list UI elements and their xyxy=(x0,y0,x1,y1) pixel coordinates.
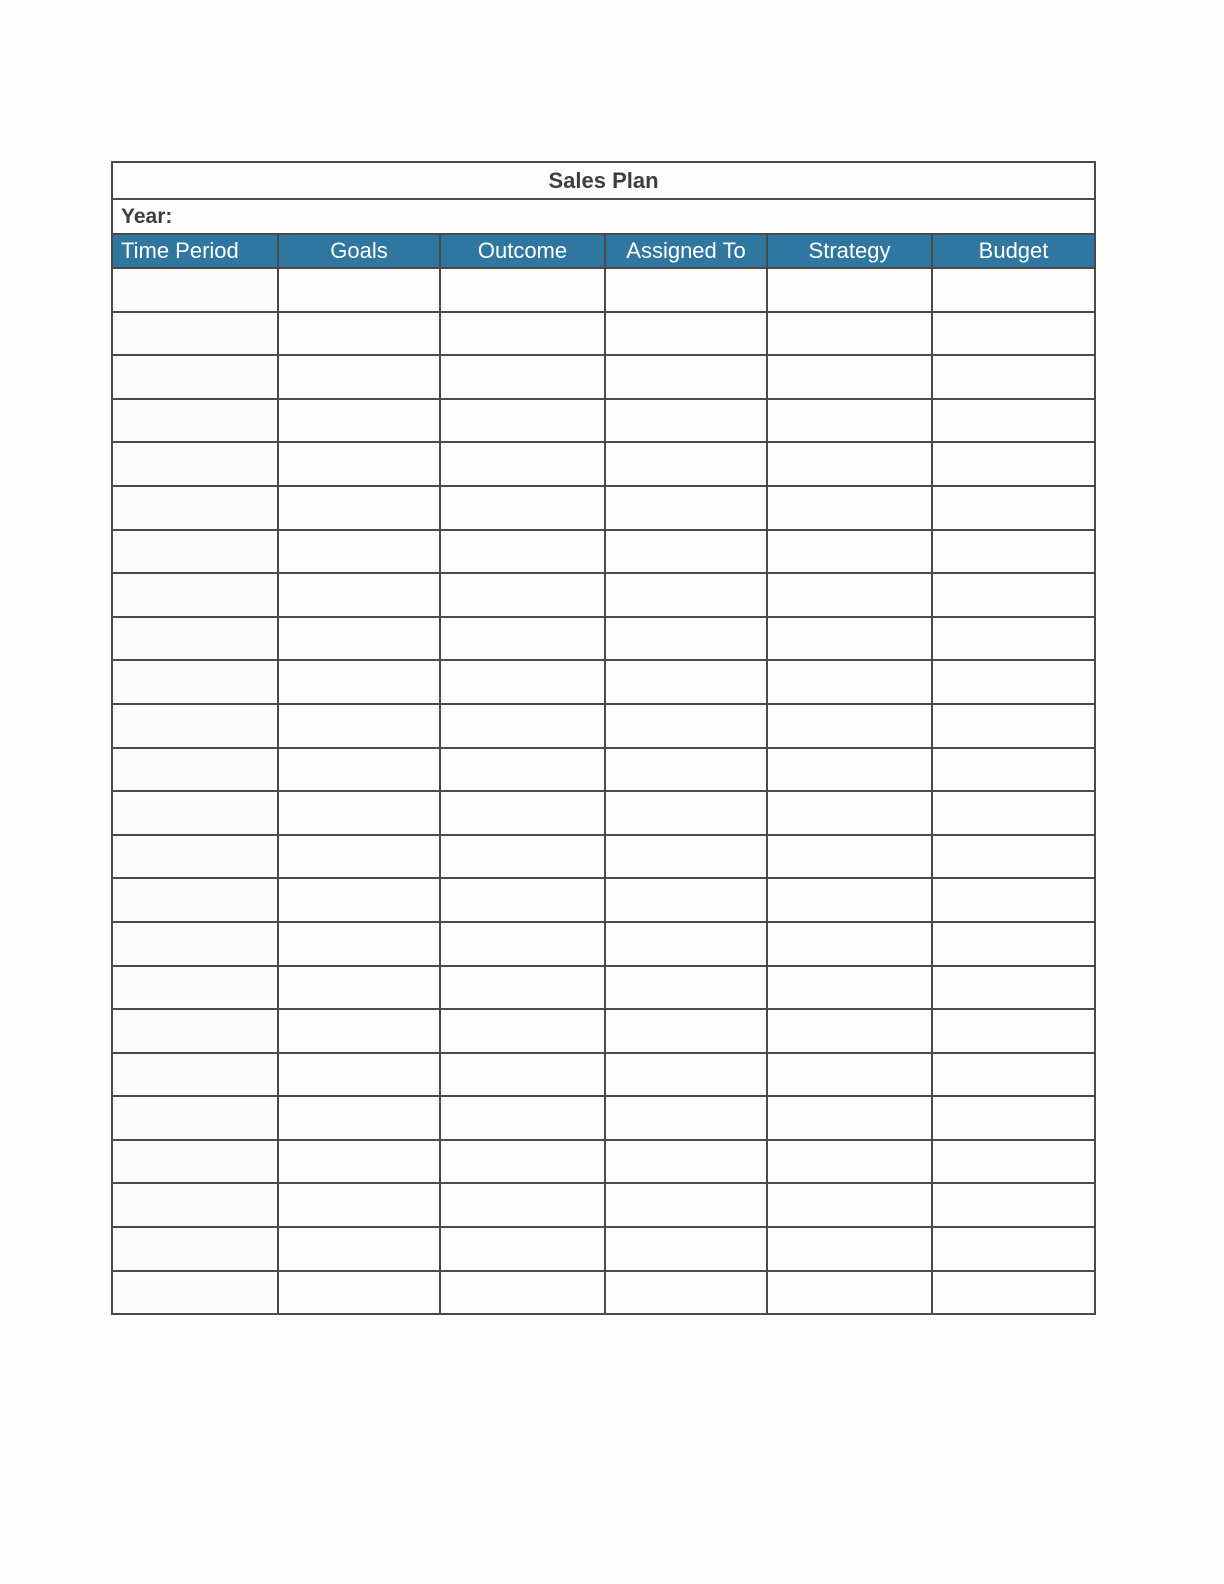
table-cell[interactable] xyxy=(932,748,1095,792)
table-cell[interactable] xyxy=(278,1096,440,1140)
table-cell[interactable] xyxy=(278,617,440,661)
table-cell[interactable] xyxy=(278,355,440,399)
table-cell[interactable] xyxy=(278,486,440,530)
table-cell[interactable] xyxy=(767,660,932,704)
table-cell[interactable] xyxy=(932,399,1095,443)
table-cell[interactable] xyxy=(605,1227,767,1271)
table-cell[interactable] xyxy=(440,486,605,530)
table-cell[interactable] xyxy=(278,530,440,574)
table-cell[interactable] xyxy=(767,355,932,399)
table-cell[interactable] xyxy=(767,1140,932,1184)
table-cell[interactable] xyxy=(767,1183,932,1227)
table-cell[interactable] xyxy=(112,312,278,356)
table-row xyxy=(112,1053,1095,1097)
table-cell[interactable] xyxy=(112,791,278,835)
column-header-budget: Budget xyxy=(932,234,1095,268)
table-row xyxy=(112,530,1095,574)
sales-plan-table xyxy=(111,161,1096,1315)
table-cell[interactable] xyxy=(112,268,278,312)
table-cell[interactable] xyxy=(932,878,1095,922)
table-cell[interactable] xyxy=(767,399,932,443)
table-cell[interactable] xyxy=(932,1227,1095,1271)
table-row xyxy=(112,835,1095,879)
table-cell[interactable] xyxy=(605,878,767,922)
table-cell[interactable] xyxy=(932,355,1095,399)
table-cell[interactable] xyxy=(278,312,440,356)
table-cell[interactable] xyxy=(767,922,932,966)
table-cell[interactable] xyxy=(278,835,440,879)
table-cell[interactable] xyxy=(278,922,440,966)
table-cell[interactable] xyxy=(605,1096,767,1140)
column-header-goals: Goals xyxy=(278,234,440,268)
table-cell[interactable] xyxy=(932,1053,1095,1097)
table-cell[interactable] xyxy=(767,1009,932,1053)
table-cell[interactable] xyxy=(767,1227,932,1271)
table-cell[interactable] xyxy=(112,486,278,530)
table-cell[interactable] xyxy=(112,530,278,574)
column-header-outcome: Outcome xyxy=(440,234,605,268)
table-cell[interactable] xyxy=(932,835,1095,879)
table-cell[interactable] xyxy=(605,922,767,966)
table-cell[interactable] xyxy=(440,1183,605,1227)
table-cell[interactable] xyxy=(932,791,1095,835)
table-cell[interactable] xyxy=(440,442,605,486)
table-row xyxy=(112,312,1095,356)
table-cell[interactable] xyxy=(440,1227,605,1271)
table-cell[interactable] xyxy=(932,966,1095,1010)
table-cell[interactable] xyxy=(440,399,605,443)
table-cell[interactable] xyxy=(767,1271,932,1315)
table-cell[interactable] xyxy=(605,312,767,356)
table-cell[interactable] xyxy=(112,878,278,922)
table-cell[interactable] xyxy=(278,442,440,486)
column-header-assigned-to: Assigned To xyxy=(605,234,767,268)
table-cell[interactable] xyxy=(112,922,278,966)
table-cell[interactable] xyxy=(605,573,767,617)
table-cell[interactable] xyxy=(605,617,767,661)
table-cell[interactable] xyxy=(767,966,932,1010)
column-header-time-period: Time Period xyxy=(112,234,278,268)
table-cell[interactable] xyxy=(278,268,440,312)
table-row xyxy=(112,1096,1095,1140)
table-cell[interactable] xyxy=(932,617,1095,661)
table-row xyxy=(112,1271,1095,1315)
table-row xyxy=(112,573,1095,617)
table-cell[interactable] xyxy=(767,573,932,617)
table-cell[interactable] xyxy=(112,1271,278,1315)
table-cell[interactable] xyxy=(440,268,605,312)
table-cell[interactable] xyxy=(440,704,605,748)
table-cell[interactable] xyxy=(278,748,440,792)
table-cell[interactable] xyxy=(932,573,1095,617)
table-cell[interactable] xyxy=(278,1183,440,1227)
table-cell[interactable] xyxy=(112,1053,278,1097)
table-cell[interactable] xyxy=(112,1183,278,1227)
table-cell[interactable] xyxy=(112,660,278,704)
table-cell[interactable] xyxy=(605,1053,767,1097)
table-row xyxy=(112,1227,1095,1271)
table-cell[interactable] xyxy=(440,355,605,399)
table-row xyxy=(112,399,1095,443)
table-cell[interactable] xyxy=(932,442,1095,486)
table-cell[interactable] xyxy=(112,1140,278,1184)
table-row xyxy=(112,704,1095,748)
table-cell[interactable] xyxy=(932,1271,1095,1315)
table-cell[interactable] xyxy=(440,1009,605,1053)
table-cell[interactable] xyxy=(112,442,278,486)
table-cell[interactable] xyxy=(767,704,932,748)
table-cell[interactable] xyxy=(112,966,278,1010)
table-cell[interactable] xyxy=(767,530,932,574)
table-cell[interactable] xyxy=(605,355,767,399)
table-row xyxy=(112,617,1095,661)
table-cell[interactable] xyxy=(440,1271,605,1315)
table-cell[interactable] xyxy=(605,530,767,574)
table-cell[interactable] xyxy=(605,1009,767,1053)
table-cell[interactable] xyxy=(278,1009,440,1053)
table-cell[interactable] xyxy=(932,486,1095,530)
table-row xyxy=(112,1009,1095,1053)
table-cell[interactable] xyxy=(112,835,278,879)
table-cell[interactable] xyxy=(112,399,278,443)
table-cell[interactable] xyxy=(932,1096,1095,1140)
table-row xyxy=(112,791,1095,835)
table-cell[interactable] xyxy=(767,312,932,356)
table-cell[interactable] xyxy=(605,791,767,835)
page-title: Sales Plan xyxy=(112,162,1095,199)
table-cell[interactable] xyxy=(605,268,767,312)
table-cell[interactable] xyxy=(605,399,767,443)
table-cell[interactable] xyxy=(440,1053,605,1097)
table-cell[interactable] xyxy=(605,1271,767,1315)
table-cell[interactable] xyxy=(932,530,1095,574)
table-cell[interactable] xyxy=(932,1009,1095,1053)
table-cell[interactable] xyxy=(932,660,1095,704)
table-cell[interactable] xyxy=(440,617,605,661)
year-field[interactable]: Year: xyxy=(112,199,1095,234)
column-header-row xyxy=(112,234,1095,268)
table-cell[interactable] xyxy=(278,1271,440,1315)
table-row xyxy=(112,1140,1095,1184)
table-cell[interactable] xyxy=(278,1053,440,1097)
table-row xyxy=(112,878,1095,922)
table-row xyxy=(112,355,1095,399)
table-cell[interactable] xyxy=(767,748,932,792)
table-cell[interactable] xyxy=(767,442,932,486)
table-cell[interactable] xyxy=(112,1096,278,1140)
table-row xyxy=(112,660,1095,704)
table-cell[interactable] xyxy=(440,530,605,574)
table-cell[interactable] xyxy=(112,573,278,617)
table-cell[interactable] xyxy=(278,966,440,1010)
table-cell[interactable] xyxy=(605,660,767,704)
table-cell[interactable] xyxy=(278,878,440,922)
table-cell[interactable] xyxy=(440,748,605,792)
table-cell[interactable] xyxy=(112,355,278,399)
table-cell[interactable] xyxy=(605,704,767,748)
table-row xyxy=(112,442,1095,486)
table-cell[interactable] xyxy=(605,1140,767,1184)
table-cell[interactable] xyxy=(112,1227,278,1271)
table-cell[interactable] xyxy=(932,312,1095,356)
table-cell[interactable] xyxy=(605,486,767,530)
table-cell[interactable] xyxy=(767,617,932,661)
table-cell[interactable] xyxy=(767,268,932,312)
table-row xyxy=(112,966,1095,1010)
table-cell[interactable] xyxy=(767,1096,932,1140)
column-header-strategy: Strategy xyxy=(767,234,932,268)
table-cell[interactable] xyxy=(278,1227,440,1271)
table-cell[interactable] xyxy=(112,704,278,748)
table-cell[interactable] xyxy=(605,835,767,879)
table-cell[interactable] xyxy=(278,660,440,704)
table-cell[interactable] xyxy=(440,1140,605,1184)
table-cell[interactable] xyxy=(932,1183,1095,1227)
table-cell[interactable] xyxy=(440,922,605,966)
table-cell[interactable] xyxy=(440,791,605,835)
table-cell[interactable] xyxy=(278,1140,440,1184)
table-cell[interactable] xyxy=(767,835,932,879)
table-cell[interactable] xyxy=(278,791,440,835)
table-cell[interactable] xyxy=(932,704,1095,748)
table-cell[interactable] xyxy=(440,878,605,922)
table-cell[interactable] xyxy=(440,660,605,704)
table-cell[interactable] xyxy=(112,748,278,792)
table-cell[interactable] xyxy=(767,791,932,835)
table-cell[interactable] xyxy=(278,704,440,748)
table-row xyxy=(112,268,1095,312)
table-cell[interactable] xyxy=(767,1053,932,1097)
table-cell[interactable] xyxy=(605,748,767,792)
table-cell[interactable] xyxy=(767,878,932,922)
table-cell[interactable] xyxy=(932,268,1095,312)
table-row xyxy=(112,922,1095,966)
table-cell[interactable] xyxy=(767,486,932,530)
table-cell[interactable] xyxy=(605,966,767,1010)
table-cell[interactable] xyxy=(278,399,440,443)
table-cell[interactable] xyxy=(932,922,1095,966)
table-cell[interactable] xyxy=(440,966,605,1010)
table-cell[interactable] xyxy=(932,1140,1095,1184)
table-cell[interactable] xyxy=(440,312,605,356)
table-cell[interactable] xyxy=(605,1183,767,1227)
table-cell[interactable] xyxy=(440,573,605,617)
table-cell[interactable] xyxy=(278,573,440,617)
table-cell[interactable] xyxy=(112,1009,278,1053)
table-cell[interactable] xyxy=(440,1096,605,1140)
table-cell[interactable] xyxy=(605,442,767,486)
table-cell[interactable] xyxy=(112,617,278,661)
table-row xyxy=(112,1183,1095,1227)
table-row xyxy=(112,486,1095,530)
table-cell[interactable] xyxy=(440,835,605,879)
table-row xyxy=(112,748,1095,792)
